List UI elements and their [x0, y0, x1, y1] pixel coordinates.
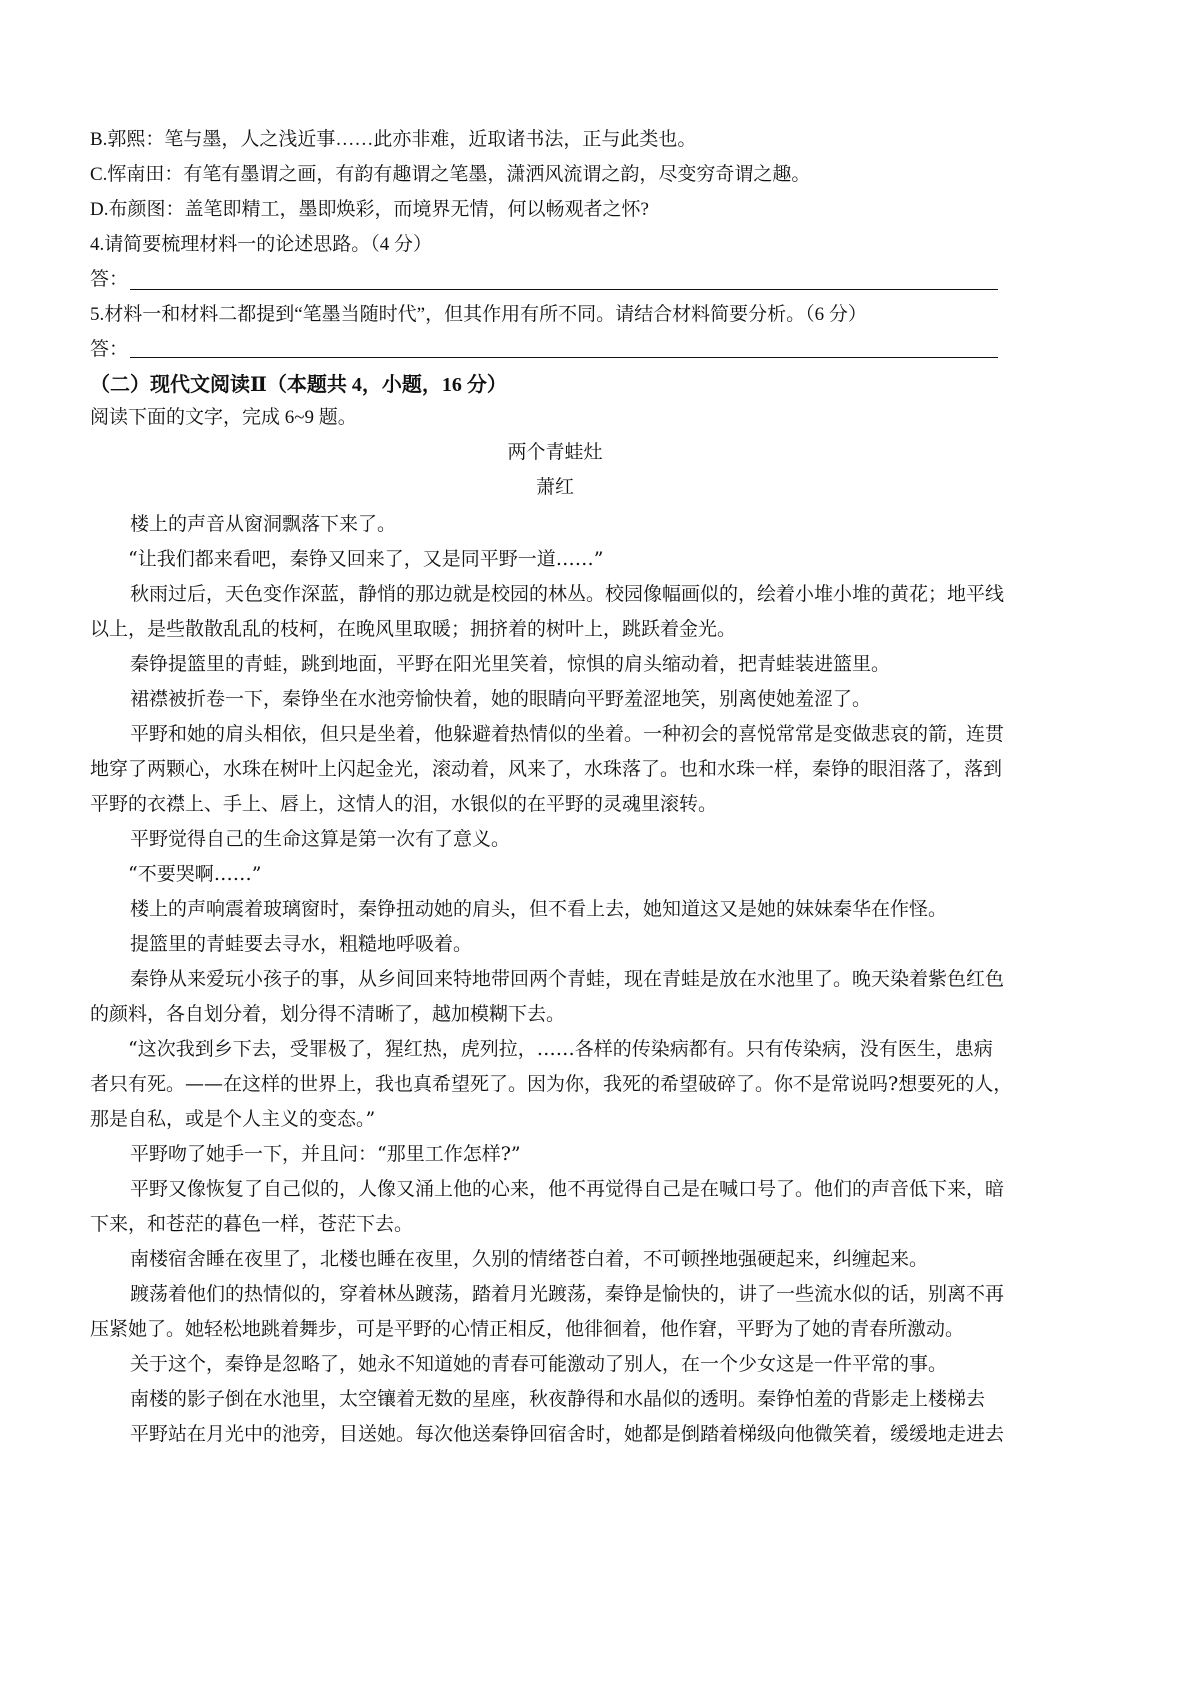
- paragraph: 平野和她的肩头相依，但只是坐着，他躲避着热情似的坐着。一种初会的喜悦常常是变做悲哀的箭，连贯: [130, 723, 1005, 745]
- paragraph: 踱荡着他们的热情似的，穿着林丛踱荡，踏着月光踱荡，秦铮是愉快的，讲了一些流水似的话，别离不再: [130, 1283, 1005, 1305]
- paragraph: 关于这个，秦铮是忽略了，她永不知道她的青春可能激动了别人，在一个少女这是一件平常的事。: [130, 1353, 948, 1375]
- section-instruction: 阅读下面的文字，完成 6~9 题。: [90, 407, 357, 428]
- answer-line-4[interactable]: [130, 289, 998, 290]
- paragraph-continued: 那是自私，或是个人主义的变态。”: [90, 1108, 376, 1130]
- paragraph: 楼上的声响震着玻璃窗时，秦铮扭动她的肩头，但不看上去，她知道这又是她的妹妹秦华在作怪。: [130, 898, 948, 920]
- paragraph-continued: 下来，和苍茫的暮色一样，苍茫下去。: [90, 1213, 414, 1235]
- paragraph: 南楼的影子倒在水池里，太空镶着无数的星座，秋夜静得和水晶似的透明。秦铮怕羞的背影走上楼梯去: [130, 1388, 986, 1410]
- answer-line-5[interactable]: [130, 357, 998, 358]
- option-b: B.郭熙：笔与墨，人之浅近事……此亦非难，近取诸书法，正与此类也。: [90, 129, 697, 150]
- story-title: 两个青蛙灶: [507, 441, 603, 463]
- section-heading: （二）现代文阅读Ⅱ（本题共 4，小题，16 分）: [90, 374, 507, 396]
- paragraph: 裙襟被折卷一下，秦铮坐在水池旁愉快着，她的眼睛向平野羞涩地笑，别离使她羞涩了。: [130, 688, 872, 710]
- answer-label-5: 答：: [90, 339, 129, 360]
- paragraph-continued: 地穿了两颗心，水珠在树叶上闪起金光，滚动着，风来了，水珠落了。也和水珠一样，秦铮的眼泪落了，落到: [90, 758, 1003, 780]
- paragraph: 平野吻了她手一下，并且问：“那里工作怎样?”: [130, 1143, 521, 1165]
- option-d: D.布颜图：盖笔即精工，墨即焕彩，而境界无情，何以畅观者之怀?: [90, 199, 649, 220]
- paragraph-continued: 者只有死。——在这样的世界上，我也真希望死了。因为你，我死的希望破碎了。你不是常说吗?想要死的人，: [90, 1073, 1013, 1095]
- paragraph: 秦铮从来爱玩小孩子的事，从乡间回来特地带回两个青蛙，现在青蛙是放在水池里了。晚天染着紫色红色: [130, 968, 1005, 990]
- paragraph: 提篮里的青蛙要去寻水，粗糙地呼吸着。: [130, 933, 473, 955]
- paragraph: “不要哭啊……”: [128, 863, 262, 885]
- option-c: C.恽南田：有笔有墨谓之画，有韵有趣谓之笔墨，潇洒风流谓之韵，尽变穷奇谓之趣。: [90, 164, 811, 185]
- paragraph: 秋雨过后，天色变作深蓝，静悄的那边就是校园的林丛。校园像幅画似的，绘着小堆小堆的黄花；地平线: [130, 583, 1005, 605]
- question-5: 5.材料一和材料二都提到“笔墨当随时代”，但其作用有所不同。请结合材料简要分析。（6 分）: [90, 304, 867, 325]
- paragraph: “这次我到乡下去，受罪极了，猩红热，虎列拉，……各样的传染病都有。只有传染病，没有医生，患病: [128, 1038, 993, 1060]
- paragraph-continued: 以上，是些散散乱乱的枝柯，在晚风里取暖；拥挤着的树叶上，跳跃着金光。: [90, 618, 737, 640]
- paragraph-continued: 平野的衣襟上、手上、唇上，这情人的泪，水银似的在平野的灵魂里滚转。: [90, 793, 718, 815]
- paragraph: 南楼宿舍睡在夜里了，北楼也睡在夜里，久别的情绪苍白着，不可顿挫地强硬起来，纠缠起来。: [130, 1248, 929, 1270]
- paragraph-continued: 的颜料，各自划分着，划分得不清晰了，越加模糊下去。: [90, 1003, 566, 1025]
- paragraph: 平野又像恢复了自己似的，人像又涌上他的心来，他不再觉得自己是在喊口号了。他们的声音低下来，暗: [130, 1178, 1005, 1200]
- paragraph: “让我们都来看吧，秦铮又回来了，又是同平野一道……”: [128, 548, 604, 570]
- answer-label-4: 答：: [90, 269, 129, 290]
- paragraph-continued: 压紧她了。她轻松地跳着舞步，可是平野的心情正相反，他徘徊着，他作窘，平野为了她的青春所激动。: [90, 1318, 965, 1340]
- paragraph: 平野觉得自己的生命这算是第一次有了意义。: [130, 828, 511, 850]
- question-4: 4.请简要梳理材料一的论述思路。（4 分）: [90, 234, 433, 255]
- paragraph: 平野站在月光中的池旁，目送她。每次他送秦铮回宿舍时，她都是倒踏着梯级向他微笑着，缓缓地走进去: [130, 1423, 1005, 1445]
- story-author: 萧红: [535, 476, 574, 498]
- paragraph: 楼上的声音从窗洞飘落下来了。: [130, 513, 397, 535]
- paragraph: 秦铮提篮里的青蛙，跳到地面，平野在阳光里笑着，惊惧的肩头缩动着，把青蛙装进篮里。: [130, 653, 891, 675]
